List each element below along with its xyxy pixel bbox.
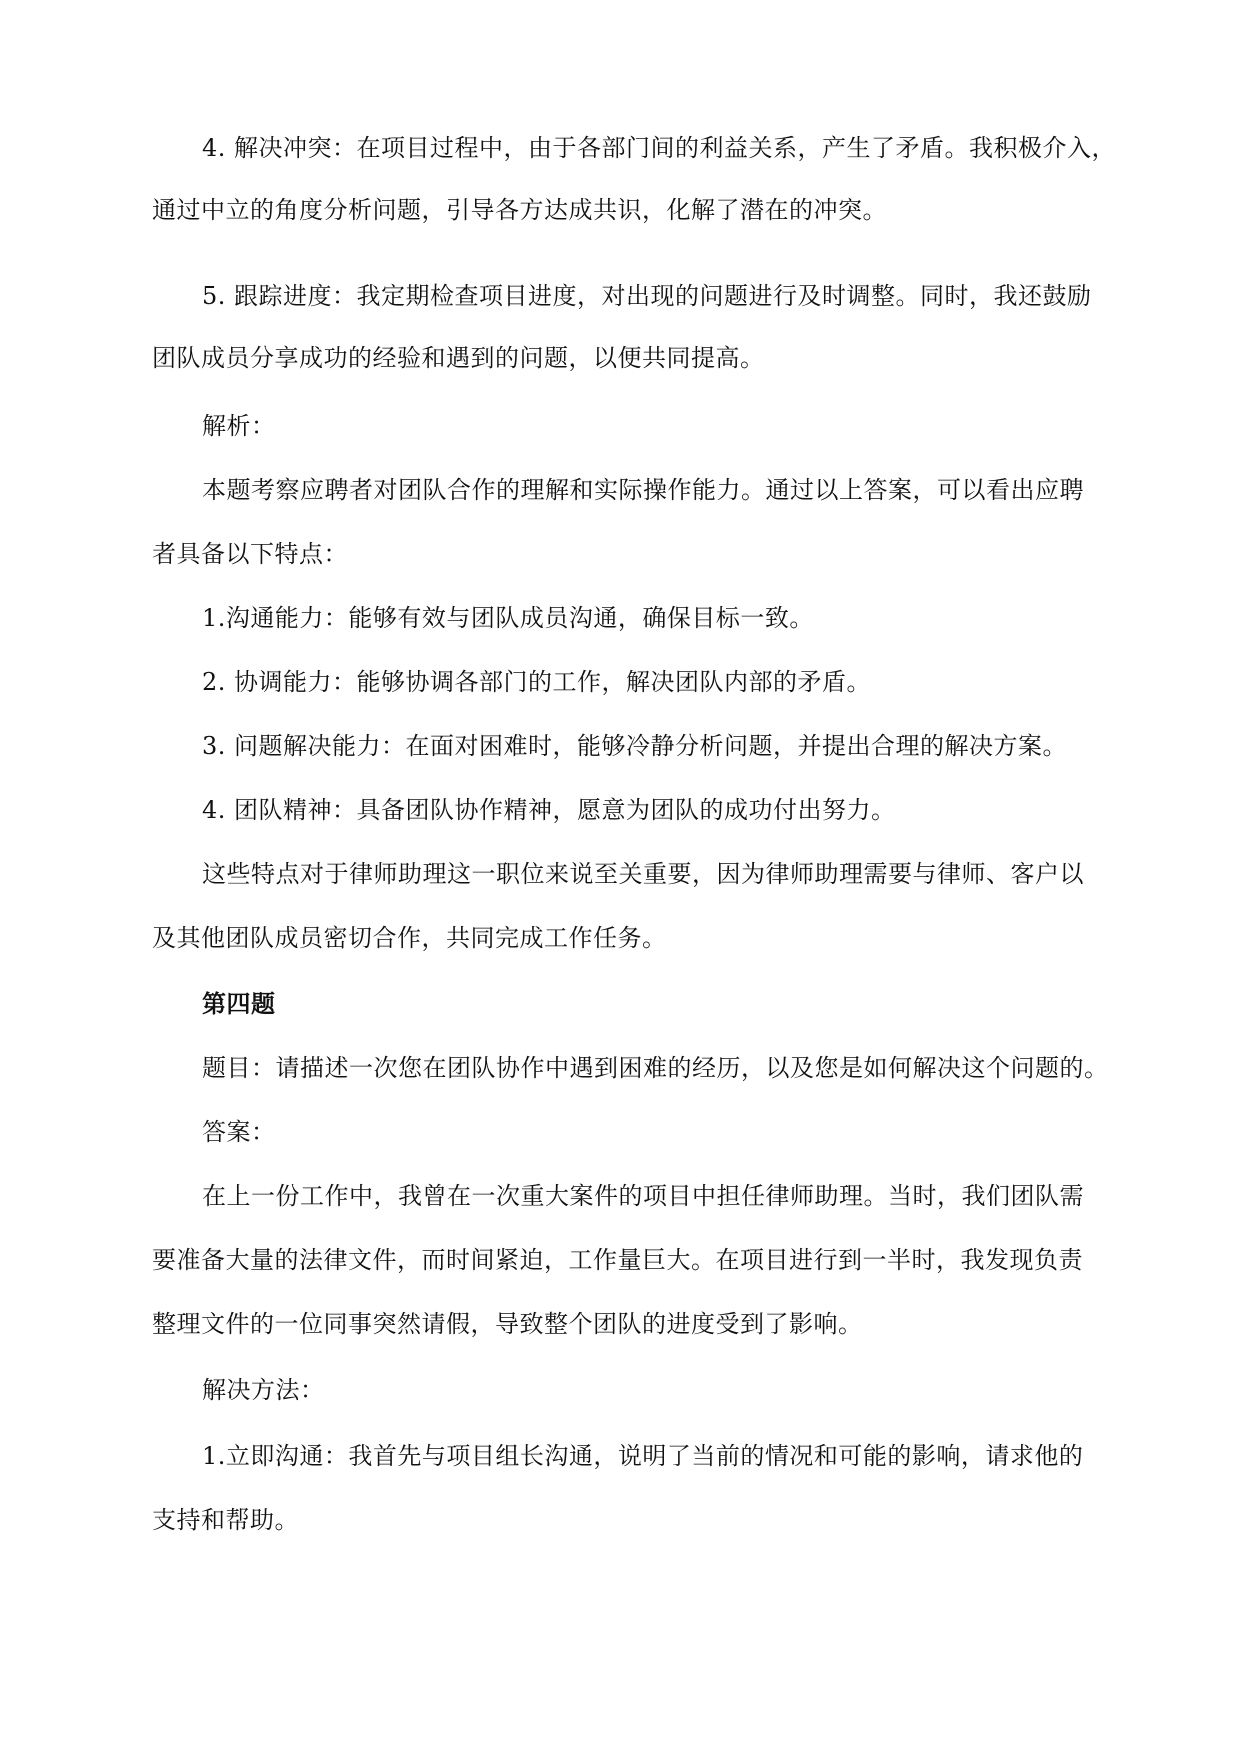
paragraph-line: 4. 解决冲突：在项目过程中，由于各部门间的利益关系，产生了矛盾。我积极介入， [202,134,1117,162]
paragraph-line: 本题考察应聘者对团队合作的理解和实际操作能力。通过以上答案，可以看出应聘 [202,476,1084,504]
paragraph-line: 5. 跟踪进度：我定期检查项目进度，对出现的问题进行及时调整。同时，我还鼓励 [202,282,1092,310]
paragraph-line: 通过中立的角度分析问题，引导各方达成共识，化解了潜在的冲突。 [152,196,887,224]
paragraph-line: 支持和帮助。 [152,1506,299,1534]
list-item: 1.沟通能力：能够有效与团队成员沟通，确保目标一致。 [202,604,814,632]
paragraph-line: 整理文件的一位同事突然请假，导致整个团队的进度受到了影响。 [152,1310,863,1338]
list-item: 2. 协调能力：能够协调各部门的工作，解决团队内部的矛盾。 [202,668,872,696]
paragraph-line: 要准备大量的法律文件，而时间紧迫，工作量巨大。在项目进行到一半时，我发现负责 [152,1246,1083,1274]
paragraph-line: 及其他团队成员密切合作，共同完成工作任务。 [152,924,667,952]
paragraph-line: 在上一份工作中，我曾在一次重大案件的项目中担任律师助理。当时，我们团队需 [202,1182,1084,1210]
list-item: 1.立即沟通：我首先与项目组长沟通，说明了当前的情况和可能的影响，请求他的 [202,1442,1084,1470]
paragraph-line: 这些特点对于律师助理这一职位来说至关重要，因为律师助理需要与律师、客户以 [202,860,1084,888]
section-heading: 第四题 [202,989,276,1018]
solution-label: 解决方法： [202,1376,325,1404]
analysis-label: 解析： [202,412,276,440]
list-item: 3. 问题解决能力：在面对困难时，能够冷静分析问题，并提出合理的解决方案。 [202,732,1068,760]
list-item: 4. 团队精神：具备团队协作精神，愿意为团队的成功付出努力。 [202,796,896,824]
answer-label: 答案： [202,1118,276,1146]
question-line: 题目：请描述一次您在团队协作中遇到困难的经历，以及您是如何解决这个问题的。 [202,1054,1109,1082]
paragraph-line: 团队成员分享成功的经验和遇到的问题，以便共同提高。 [152,344,765,372]
paragraph-line: 者具备以下特点： [152,540,348,568]
